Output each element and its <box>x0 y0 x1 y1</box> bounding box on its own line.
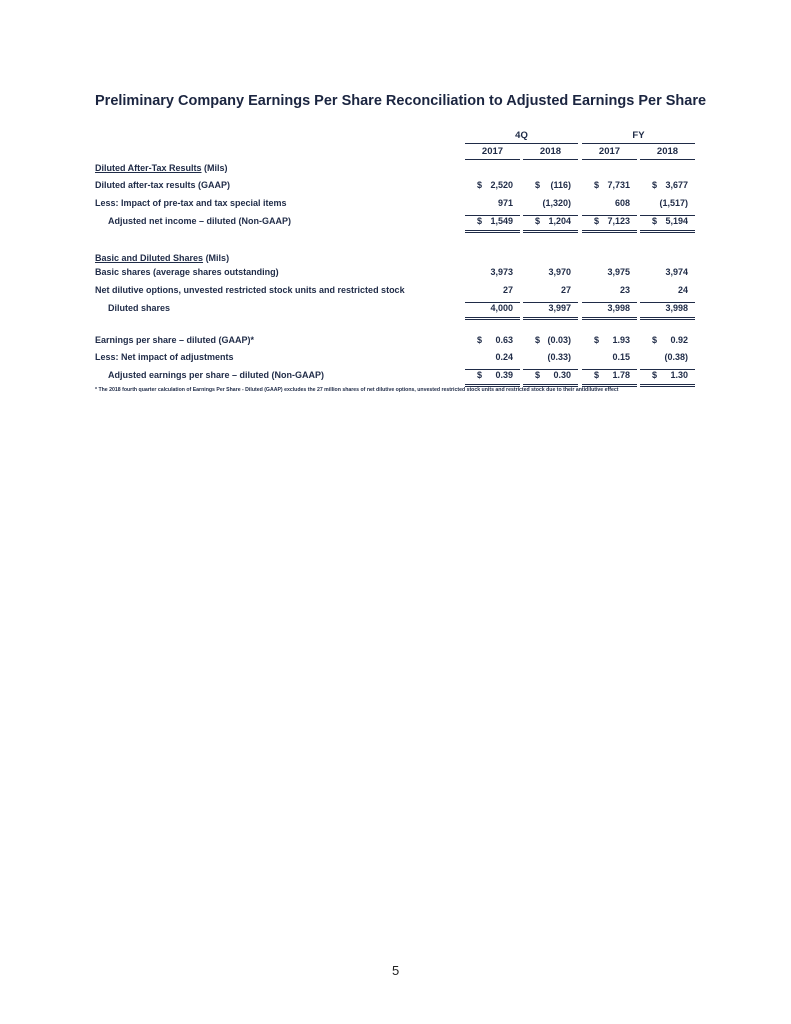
table-cell <box>523 302 578 316</box>
cell-value: 1.30 <box>670 370 688 380</box>
cell-value: 1,549 <box>490 216 513 226</box>
cell-value: 3,970 <box>548 267 571 277</box>
row-label: Diluted after-tax results (GAAP) <box>95 180 231 190</box>
section-header-unit: (Mils) <box>205 253 230 263</box>
table-cell <box>465 352 520 365</box>
cell-value: 3,677 <box>665 180 688 190</box>
cell-value: (0.33) <box>547 352 571 362</box>
table-cell <box>523 198 578 211</box>
dollar-sign: $ <box>652 216 658 226</box>
section-header-title: Basic and Diluted Shares <box>95 253 204 263</box>
table-cell <box>640 335 695 348</box>
dollar-sign: $ <box>594 216 600 226</box>
dollar-sign: $ <box>594 180 600 190</box>
table-cell <box>465 302 520 316</box>
cell-value: 27 <box>502 285 513 295</box>
table-cell <box>640 285 695 298</box>
dollar-sign: $ <box>477 180 483 190</box>
row-label: Net dilutive options, unvested restricted stock units and restricted stock <box>95 285 405 295</box>
table-cell <box>640 180 695 193</box>
table-cell <box>465 180 520 193</box>
table-cell <box>465 215 520 229</box>
dollar-sign: $ <box>594 370 600 380</box>
table-cell <box>523 335 578 348</box>
table-cell <box>523 369 578 383</box>
table-cell <box>640 215 695 229</box>
row-label: Basic shares (average shares outstanding) <box>95 267 279 277</box>
cell-value: 1.78 <box>612 370 630 380</box>
dollar-sign: $ <box>477 370 483 380</box>
cell-value: 7,123 <box>607 216 630 226</box>
row-label: Diluted shares <box>108 303 171 313</box>
table-cell <box>582 215 637 229</box>
cell-value: 1.93 <box>612 335 630 345</box>
table-cell <box>465 198 520 211</box>
cell-value: 0.15 <box>612 352 630 362</box>
cell-value: 0.63 <box>495 335 513 345</box>
cell-value: 3,998 <box>607 303 630 313</box>
cell-value: 3,974 <box>665 267 688 277</box>
cell-value: 608 <box>614 198 630 208</box>
cell-value: 0.24 <box>495 352 513 362</box>
column-group-fy: FY <box>582 130 695 144</box>
table-cell <box>640 267 695 280</box>
dollar-sign: $ <box>535 370 541 380</box>
column-year-4q-2017: 2017 <box>465 146 520 160</box>
table-cell <box>582 335 637 348</box>
cell-value: (1,517) <box>659 198 688 208</box>
page-title: Preliminary Company Earnings Per Share Reconciliation to Adjusted Earnings Per Share <box>95 93 707 109</box>
dollar-sign: $ <box>652 180 658 190</box>
table-cell <box>465 369 520 383</box>
table-cell <box>582 369 637 383</box>
table-cell <box>640 198 695 211</box>
table-cell <box>582 267 637 280</box>
table-cell <box>523 215 578 229</box>
table-cell <box>640 369 695 383</box>
cell-value: 0.39 <box>495 370 513 380</box>
section-header <box>95 163 228 173</box>
dollar-sign: $ <box>535 180 541 190</box>
cell-value: 7,731 <box>607 180 630 190</box>
footnote: * The 2018 fourth quarter calculation of Earnings Per Share - Diluted (GAAP) excludes the 27 million shares of net dilutive options, unvested restricted stock units and restricted stock due to their antidilutive effect <box>95 387 619 393</box>
dollar-sign: $ <box>477 335 483 345</box>
row-label: Adjusted net income – diluted (Non-GAAP) <box>108 216 292 226</box>
dollar-sign: $ <box>535 335 541 345</box>
cell-value: 0.30 <box>553 370 571 380</box>
table-cell <box>582 285 637 298</box>
row-label: Less: Impact of pre-tax and tax special items <box>95 198 287 208</box>
column-year-4q-2018: 2018 <box>523 146 578 160</box>
section-header <box>95 253 229 263</box>
row-label: Adjusted earnings per share – diluted (Non-GAAP) <box>108 370 325 380</box>
cell-value: 4,000 <box>490 303 513 313</box>
dollar-sign: $ <box>652 370 658 380</box>
dollar-sign: $ <box>594 335 600 345</box>
section-header-unit: (Mils) <box>204 163 228 173</box>
cell-value: 24 <box>677 285 688 295</box>
column-year-fy-2018: 2018 <box>640 146 695 160</box>
table-cell <box>523 285 578 298</box>
dollar-sign: $ <box>535 216 541 226</box>
cell-value: (0.38) <box>664 352 688 362</box>
cell-value: (1,320) <box>542 198 571 208</box>
table-cell <box>465 267 520 280</box>
cell-value: 3,997 <box>548 303 571 313</box>
row-label: Less: Net impact of adjustments <box>95 352 234 362</box>
table-cell <box>465 335 520 348</box>
cell-value: 23 <box>619 285 630 295</box>
cell-value: (116) <box>550 180 571 190</box>
cell-value: (0.03) <box>547 335 571 345</box>
cell-value: 3,973 <box>490 267 513 277</box>
table-cell <box>640 352 695 365</box>
table-cell <box>640 302 695 316</box>
page-number: 5 <box>392 963 400 978</box>
cell-value: 0.92 <box>670 335 688 345</box>
cell-value: 5,194 <box>665 216 688 226</box>
dollar-sign: $ <box>477 216 483 226</box>
cell-value: 3,975 <box>607 267 630 277</box>
cell-value: 3,998 <box>665 303 688 313</box>
dollar-sign: $ <box>652 335 658 345</box>
table-cell <box>582 180 637 193</box>
column-group-4q: 4Q <box>465 130 578 144</box>
table-cell <box>582 352 637 365</box>
cell-value: 27 <box>560 285 571 295</box>
column-year-fy-2017: 2017 <box>582 146 637 160</box>
cell-value: 971 <box>497 198 513 208</box>
table-cell <box>582 302 637 316</box>
row-label: Earnings per share – diluted (GAAP)* <box>95 335 255 345</box>
cell-value: 2,520 <box>490 180 513 190</box>
table-cell <box>523 352 578 365</box>
section-header-title: Diluted After-Tax Results <box>95 163 202 173</box>
table-cell <box>523 267 578 280</box>
table-cell <box>465 285 520 298</box>
table-cell <box>523 180 578 193</box>
table-cell <box>582 198 637 211</box>
cell-value: 1,204 <box>548 216 571 226</box>
